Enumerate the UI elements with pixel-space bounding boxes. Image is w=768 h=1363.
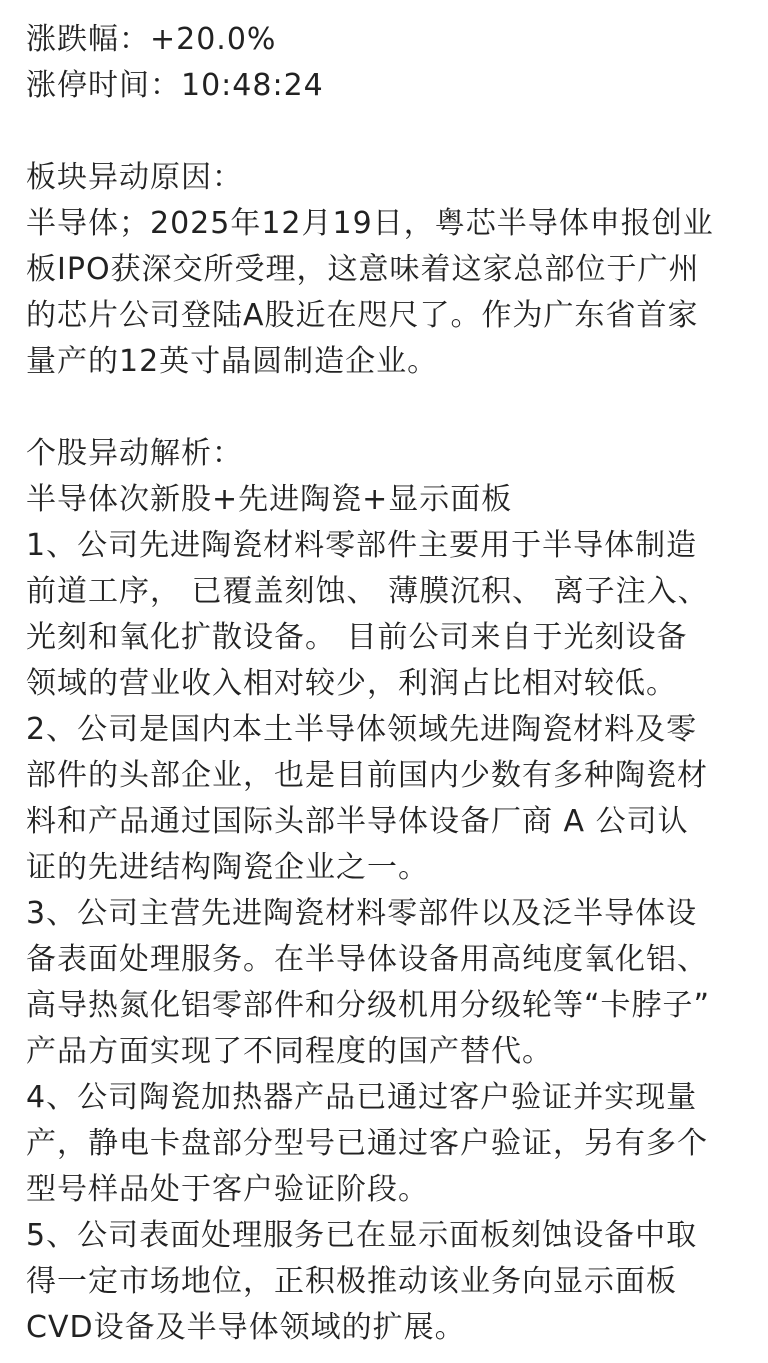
stock-heading: 个股异动解析： xyxy=(26,436,243,471)
sector-text-line: 的芯片公司登陆A股近在咫尺了。作为广东省首家 xyxy=(26,298,699,333)
sector-text-line: 量产的12英寸晶圆制造企业。 xyxy=(26,344,439,379)
sector-text-line: 板IPO获深交所受理，这意味着这家总部位于广州 xyxy=(26,252,700,287)
stock-tags: 半导体次新股+先进陶瓷+显示面板 xyxy=(26,482,513,517)
stock-text-line: 产，静电卡盘部分型号已通过客户验证，另有多个 xyxy=(26,1126,708,1161)
stock-text-line: 前道工序， 已覆盖刻蚀、 薄膜沉积、 离子注入、 xyxy=(26,574,709,609)
stock-text-line: 领域的营业收入相对较少，利润占比相对较低。 xyxy=(26,666,677,701)
stock-text-line: 产品方面实现了不同程度的国产替代。 xyxy=(26,1034,553,1069)
stock-text-line: 证的先进结构陶瓷企业之一。 xyxy=(26,850,429,885)
spacer xyxy=(26,385,750,431)
stock-text-line: 料和产品通过国际头部半导体设备厂商 A 公司认 xyxy=(26,804,689,839)
limit-time-label: 涨停时间： xyxy=(26,68,181,103)
stock-text-line: 5、公司表面处理服务已在显示面板刻蚀设备中取 xyxy=(26,1218,698,1253)
limit-time-line xyxy=(26,63,750,109)
change-line xyxy=(26,17,750,63)
stock-text-line: 高导热氮化铝零部件和分级机用分级轮等“卡脖子” xyxy=(26,988,711,1023)
stock-text-line: 2、公司是国内本土半导体领域先进陶瓷材料及零 xyxy=(26,712,698,747)
change-label: 涨跌幅： xyxy=(26,22,150,57)
stock-text-line: 3、公司主营先进陶瓷材料零部件以及泛半导体设 xyxy=(26,896,698,931)
stock-text-line: 1、公司先进陶瓷材料零部件主要用于半导体制造 xyxy=(26,528,698,563)
stock-text-line: 备表面处理服务。在半导体设备用高纯度氧化铝、 xyxy=(26,942,708,977)
stock-text-line: 得一定市场地位，正积极推动该业务向显示面板 xyxy=(26,1264,677,1299)
change-value: +20.0% xyxy=(150,22,277,57)
spacer xyxy=(26,109,750,155)
limit-time-value: 10:48:24 xyxy=(181,68,324,103)
stock-text-line: 型号样品处于客户验证阶段。 xyxy=(26,1172,429,1207)
stock-text-line: CVD设备及半导体领域的扩展。 xyxy=(26,1310,466,1345)
stock-text-line: 光刻和氧化扩散设备。 目前公司来自于光刻设备 xyxy=(26,620,688,655)
sector-text-line: 半导体；2025年12月19日，粤芯半导体申报创业 xyxy=(26,206,714,241)
stock-text-line: 部件的头部企业，也是目前国内少数有多种陶瓷材 xyxy=(26,758,708,793)
sector-heading: 板块异动原因： xyxy=(26,160,243,195)
stock-text-line: 4、公司陶瓷加热器产品已通过客户验证并实现量 xyxy=(26,1080,698,1115)
